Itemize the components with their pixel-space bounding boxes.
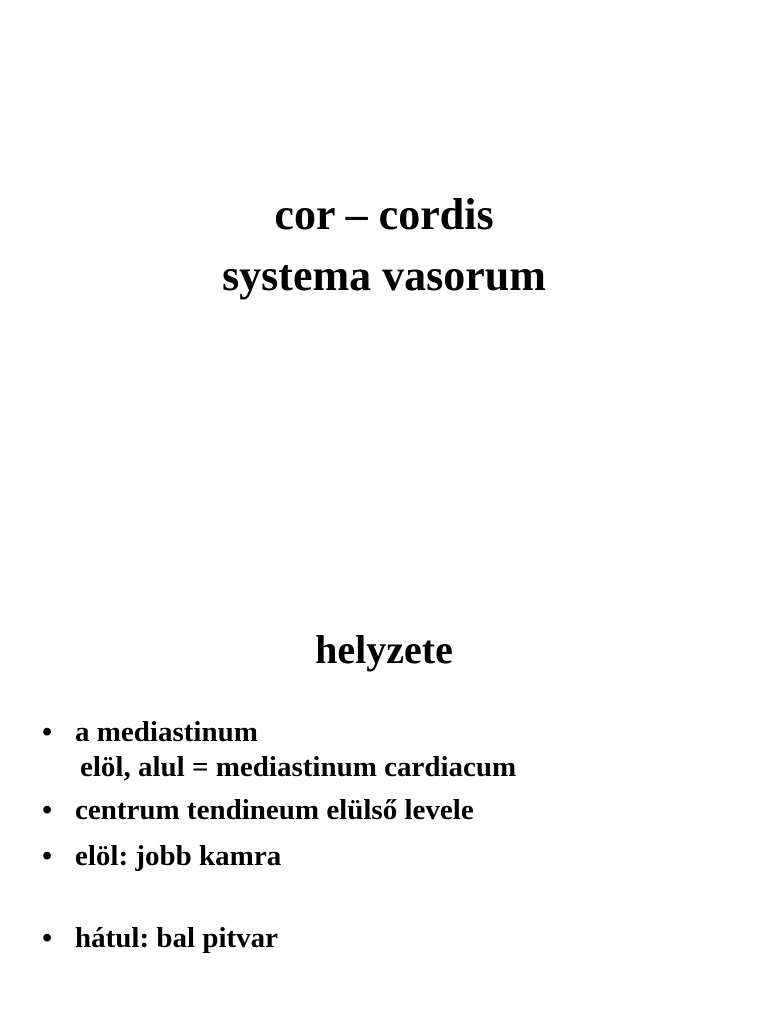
- bullet-item-4: [42, 921, 278, 955]
- bullet-dot: •: [42, 716, 53, 748]
- bullet-text: hátul: bal pitvar: [75, 922, 279, 954]
- bullet-item-1-continuation: elöl, alul = mediastinum cardiacum: [80, 751, 517, 783]
- bullet-text: centrum tendineum elülső levele: [75, 794, 474, 826]
- bullet-dot: •: [42, 840, 53, 872]
- slide-title-line-2: systema vasorum: [222, 251, 546, 300]
- slide-title-line-1: cor – cordis: [274, 190, 494, 239]
- bullet-item-3: [42, 839, 281, 873]
- bullet-text: elöl: jobb kamra: [75, 840, 282, 872]
- bullet-dot: •: [42, 794, 53, 826]
- section-heading: helyzete: [315, 627, 453, 672]
- bullet-item-2: [42, 793, 474, 827]
- bullet-text: a mediastinum: [75, 716, 258, 748]
- bullet-dot: •: [42, 922, 53, 954]
- bullet-item-1: [42, 715, 258, 749]
